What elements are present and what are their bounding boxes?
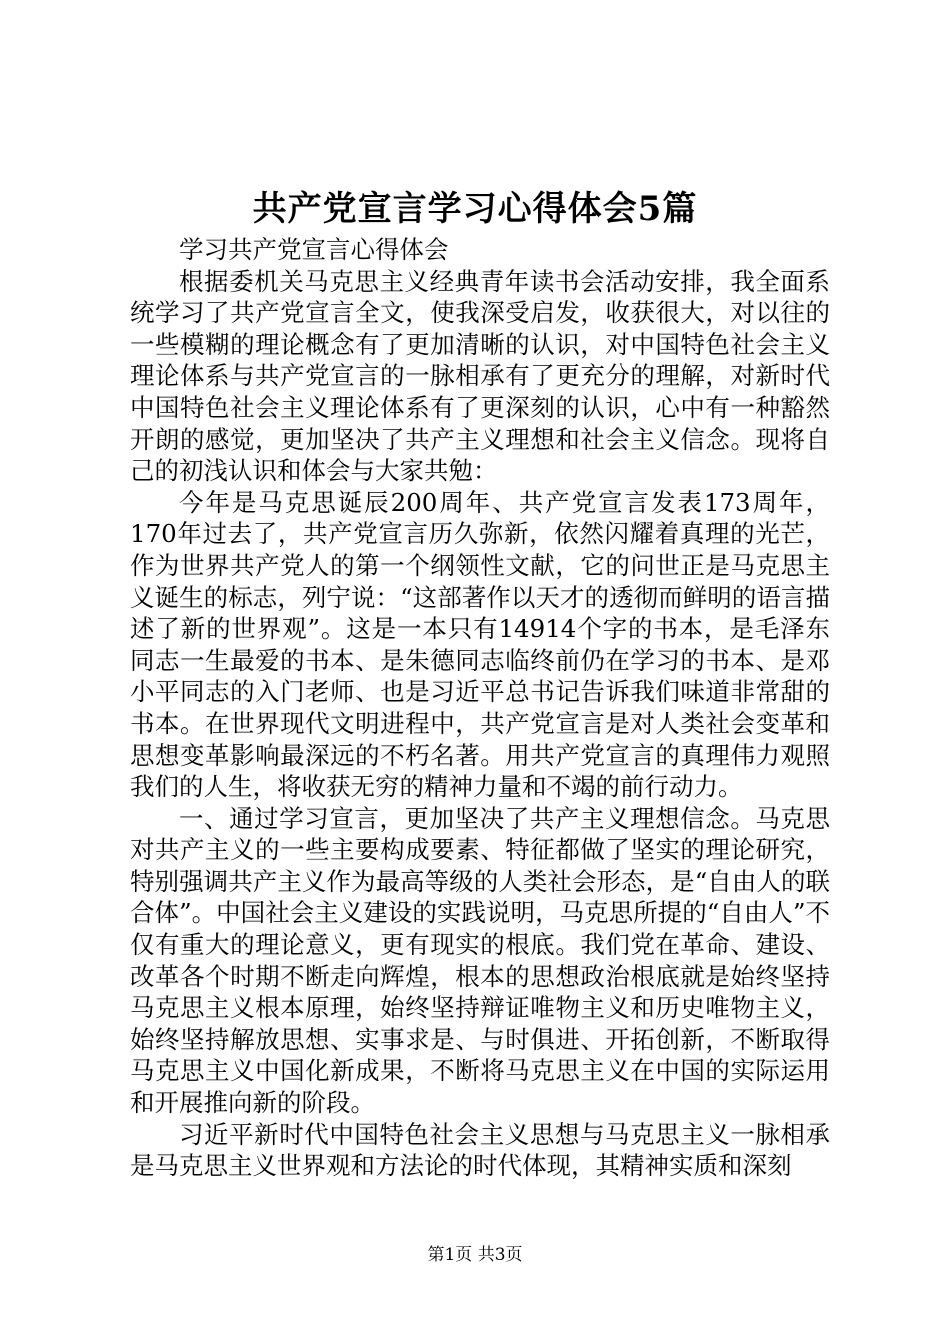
paragraph: 根据委机关马克思主义经典青年读书会活动安排，我全面系统学习了共产党宣言全文，使我深受启发，收获很大，对以往的一些模糊的理论概念有了更加清晰的认识，对中国特色社会主义理论体系与共产党宣言的一脉相承有了更充分的理解，对新时代中国特色社会主义理论体系有了更深刻的认识，心中有一种豁然开朗的感觉，更加坚决了共产主义理想和社会主义信念。现将自己的初浅认识和体会与大家共勉：	[130, 266, 830, 486]
paragraph: 今年是马克思诞辰200周年、共产党宣言发表173周年，170年过去了，共产党宣言历久弥新，依然闪耀着真理的光芒，作为世界共产党人的第一个纲领性文献，它的问世正是马克思主义诞生的标志，列宁说：“这部著作以天才的透彻而鲜明的语言描述了新的世界观”。这是一本只有14914个字的书本，是毛泽东同志一生最爱的书本、是朱德同志临终前仍在学习的书本、是邓小平同志的入门老师、也是习近平总书记告诉我们味道非常甜的书本。在世界现代文明进程中，共产党宣言是对人类社会变革和思想变革影响最深远的不朽名著。用共产党宣言的真理伟力观照我们的人生，将收获无穷的精神力量和不竭的前行动力。	[130, 487, 830, 802]
paragraph: 习近平新时代中国特色社会主义思想与马克思主义一脉相承是马克思主义世界观和方法论的时代体现，其精神实质和深刻	[130, 1119, 830, 1181]
document-title: 共产党宣言学习心得体会5篇	[252, 189, 698, 229]
paragraph: 学习共产党宣言心得体会	[179, 235, 449, 264]
page-footer: 第1页 共3页	[427, 1245, 523, 1265]
document-body	[130, 234, 830, 1182]
paragraph: 一、通过学习宣言，更加坚决了共产主义理想信念。马克思对共产主义的一些主要构成要素、特征都做了坚实的理论研究，特别强调共产主义作为最高等级的人类社会形态，是“自由人的联合体”。中国社会主义建设的实践说明，马克思所提的“自由人”不仅有重大的理论意义，更有现实的根底。我们党在革命、建设、改革各个时期不断走向辉煌，根本的思想政治根底就是始终坚持马克思主义根本原理，始终坚持辩证唯物主义和历史唯物主义，始终坚持解放思想、实事求是、与时俱进、开拓创新，不断取得马克思主义中国化新成果，不断将马克思主义在中国的实际运用和开展推向新的阶段。	[130, 803, 830, 1118]
